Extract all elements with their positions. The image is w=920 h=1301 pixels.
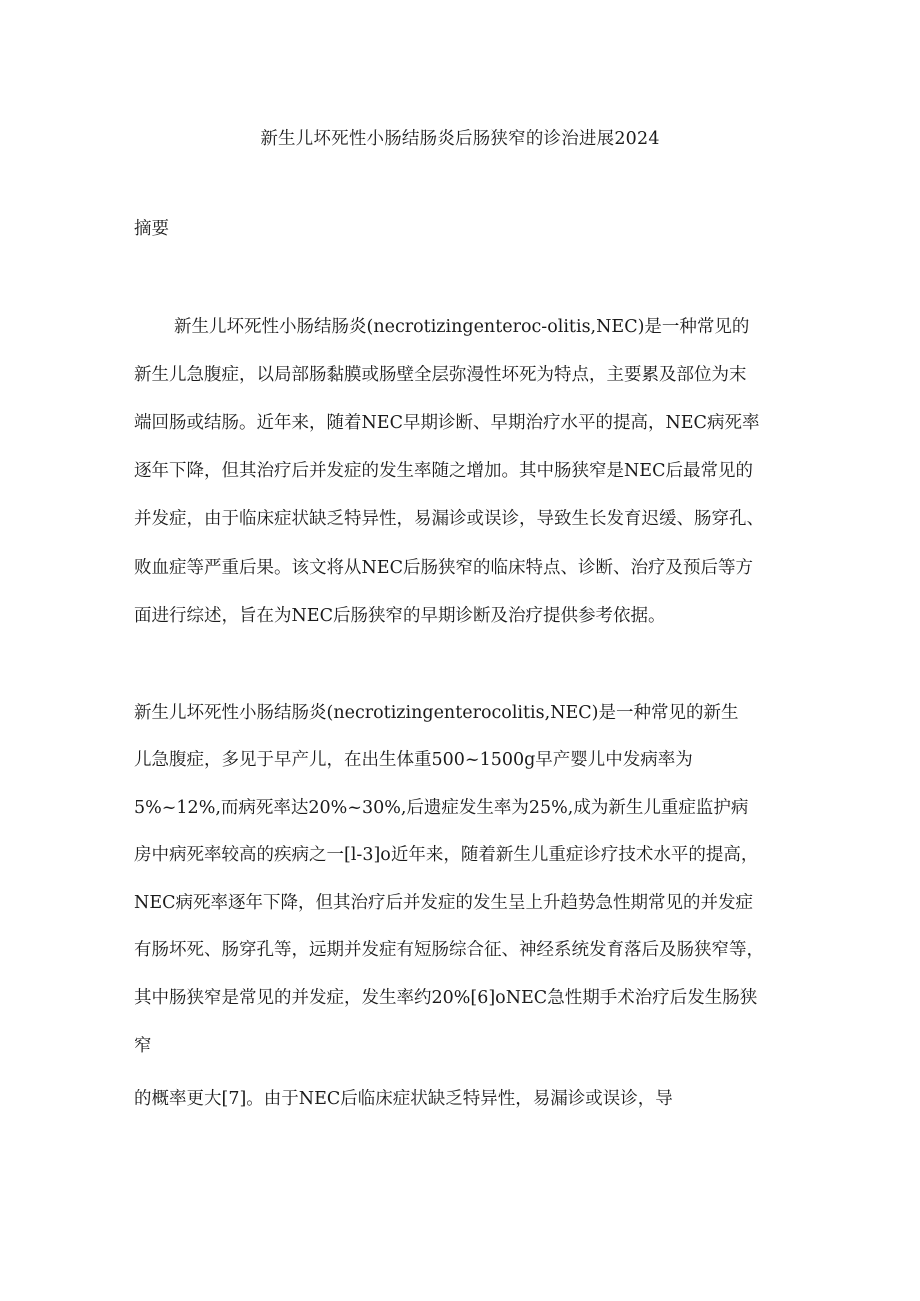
abstract-line: 新生儿坏死性小肠结肠炎(necrotizingenteroc-olitis,NEC)是一种常见的: [174, 317, 750, 337]
body-line: NEC病死率逐年下降，但其治疗后并发症的发生呈上升趋势急性期常见的并发症: [134, 893, 753, 913]
abstract-line: 端回肠或结肠。近年来，随着NEC早期诊断、早期治疗水平的提高，NEC病死率: [134, 413, 760, 433]
body-line: 房中病死率较高的疾病之一[l-3]o近年来，随着新生儿重症诊疗技术水平的提高，: [134, 845, 759, 865]
body-line: 其中肠狭窄是常见的并发症，发生率约20%[6]oNEC急性期手术治疗后发生肠狭: [134, 988, 758, 1008]
body-line: 5%~12%,而病死率达20%~30%,后遗症发生率为25%,成为新生儿重症监护病: [134, 798, 749, 818]
document-title: 新生儿坏死性小肠结肠炎后肠狭窄的诊治进展2024: [260, 129, 660, 149]
body-line: 有肠坏死、肠穿孔等，远期并发症有短肠综合征、神经系统发育落后及肠狭窄等，: [134, 940, 764, 960]
body-line: 新生儿坏死性小肠结肠炎(necrotizingenterocolitis,NEC)是一种常见的新生: [134, 703, 739, 723]
abstract-line: 逐年下降，但其治疗后并发症的发生率随之增加。其中肠狭窄是NEC后最常见的: [134, 461, 753, 481]
abstract-line: 面进行综述，旨在为NEC后肠狭窄的早期诊断及治疗提供参考依据。: [134, 606, 666, 626]
abstract-line: 败血症等严重后果。该文将从NEC后肠狭窄的临床特点、诊断、治疗及预后等方: [134, 558, 753, 578]
abstract-line: 并发症，由于临床症状缺乏特异性，易漏诊或误诊，导致生长发育迟缓、肠穿孔、: [134, 509, 764, 529]
body-line: 窄: [134, 1036, 152, 1056]
body-line: 的概率更大[7]。由于NEC后临床症状缺乏特异性，易漏诊或误诊，导: [134, 1089, 673, 1109]
abstract-heading: 摘要: [134, 219, 169, 239]
body-line: 儿急腹症，多见于早产儿，在出生体重500~1500g早产婴儿中发病率为: [134, 750, 693, 770]
abstract-line: 新生儿急腹症，以局部肠黏膜或肠壁全层弥漫性坏死为特点，主要累及部位为末: [134, 365, 747, 385]
